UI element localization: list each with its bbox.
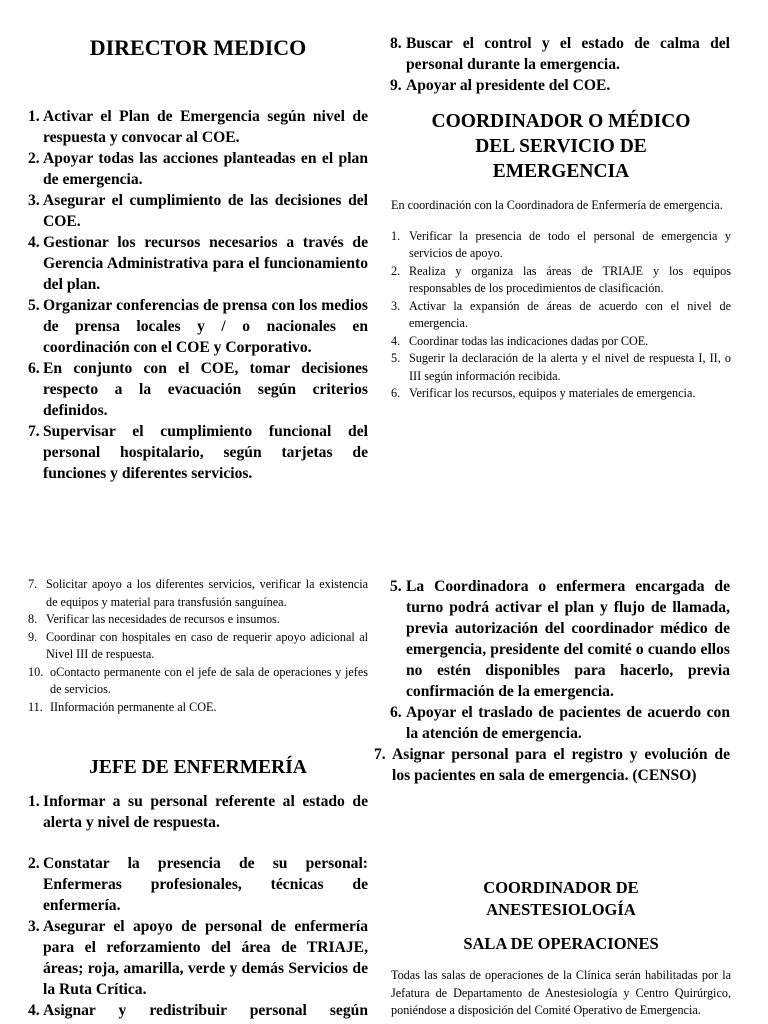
coordinador-intro: En coordinación con la Coordinadora de Enfermería de emergencia. bbox=[391, 198, 723, 212]
anestesiologia-subtitle: SALA DE OPERACIONES bbox=[463, 934, 659, 953]
anestesiologia-intro: Todas las salas de operaciones de la Clínica serán habilitadas por la Jefatura de Departamento de Anestesiología y Centro Quirúrgico, poniéndose a disposición del Comité Operativo de Emergencia. bbox=[391, 968, 731, 1017]
list-item: 5. Organizar conferencias de prensa con los medios de prensa locales y / o nacionales en coordinación con el COE y Corporativo. bbox=[28, 297, 368, 356]
list-item: 9. Coordinar con hospitales en caso de requerir apoyo adicional al Nivel III de respuesta. bbox=[28, 629, 368, 661]
coordinador-cont-list bbox=[28, 576, 368, 716]
list-item: 1. Informar a su personal referente al estado de alerta y nivel de respuesta. bbox=[28, 793, 368, 831]
coordinador-title: COORDINADOR O MÉDICO DEL SERVICIO DE EMERGENCIA bbox=[431, 111, 691, 182]
coordinador-section bbox=[391, 109, 731, 403]
list-item: 4. Asignar y redistribuir personal según bbox=[28, 1002, 368, 1019]
jefe-continued bbox=[374, 576, 730, 786]
list-item: 2. Realiza y organiza las áreas de TRIAJE y los equipos responsables de los procedimientos de clasificación. bbox=[391, 263, 731, 295]
list-item: 8. Verificar las necesidades de recursos e insumos. bbox=[28, 612, 280, 626]
list-item: 10. oContacto permanente con el jefe de sala de operaciones y jefes de servicios. bbox=[28, 664, 368, 696]
list-item: 6. En conjunto con el COE, tomar decisiones respecto a la evacuación según criterios definidos. bbox=[28, 360, 368, 419]
director-continued bbox=[390, 33, 730, 96]
list-item: 2. Apoyar todas las acciones planteadas en el plan de emergencia. bbox=[28, 150, 368, 188]
anestesiologia-title: COORDINADOR DE ANESTESIOLOGÍA bbox=[483, 878, 639, 919]
list-item: 1. Activar el Plan de Emergencia según nivel de respuesta y convocar al COE. bbox=[28, 108, 368, 146]
list-item: 6. Apoyar el traslado de pacientes de acuerdo con la atención de emergencia. bbox=[390, 704, 730, 742]
jefe-list bbox=[28, 791, 368, 1021]
list-item: 4. Coordinar todas las indicaciones dadas por COE. bbox=[391, 333, 649, 348]
list-item: 9. Apoyar al presidente del COE. bbox=[390, 77, 611, 94]
director-title: DIRECTOR MEDICO bbox=[89, 35, 307, 60]
director-cont-list bbox=[390, 33, 730, 96]
jefe-title: JEFE DE ENFERMERÍA bbox=[89, 757, 307, 778]
coordinador-continued bbox=[28, 576, 368, 716]
list-item: 5. La Coordinadora o enfermera encargada de turno podrá activar el plan y flujo de llamada, previa autorización del coordinador médico de emergencia, presidente del comité o cuando ellos no estén disponibles para hacerlo, previa confirmación de la emergencia. bbox=[390, 578, 730, 700]
list-item: 7. Supervisar el cumplimiento funcional del personal hospitalario, según tarjetas de funciones y diferentes servicios. bbox=[28, 423, 368, 482]
coordinador-list bbox=[391, 228, 731, 403]
list-item: 3. Activar la expansión de áreas de acuerdo con el nivel de emergencia. bbox=[391, 298, 731, 330]
list-item: 6. Verificar los recursos, equipos y materiales de emergencia. bbox=[391, 386, 696, 400]
jefe-cont-list bbox=[374, 576, 730, 786]
list-item: 3. Asegurar el cumplimiento de las decisiones del COE. bbox=[28, 192, 368, 230]
jefe-section bbox=[28, 755, 368, 1021]
list-item: 7. Solicitar apoyo a los diferentes servicios, verificar la existencia de equipos y material para transfusión sanguínea. bbox=[28, 577, 368, 609]
anestesiologia-section bbox=[391, 877, 731, 1020]
list-item: 8. Buscar el control y el estado de calma del personal durante la emergencia. bbox=[390, 35, 730, 73]
list-item: 3. Asegurar el apoyo de personal de enfermería para el reforzamiento del área de TRIAJE, áreas; roja, amarilla, verde y demás Servicios de la Ruta Crítica. bbox=[28, 918, 368, 998]
list-item: 5. Sugerir la declaración de la alerta y el nivel de respuesta I, II, o III según información recibida. bbox=[391, 351, 731, 383]
list-item: 4. Gestionar los recursos necesarios a través de Gerencia Administrativa para el funcionamiento del plan. bbox=[28, 234, 368, 293]
director-list bbox=[28, 106, 368, 484]
list-item: 11. IInformación permanente al COE. bbox=[28, 699, 217, 714]
list-item: 7. Asignar personal para el registro y evolución de los pacientes en sala de emergencia. (CENSO) bbox=[374, 746, 730, 784]
list-item: 1. Verificar la presencia de todo el personal de emergencia y servicios de apoyo. bbox=[391, 228, 731, 260]
list-item: 2. Constatar la presencia de su personal: Enfermeras profesionales, técnicas de enfermería. bbox=[28, 855, 368, 914]
director-section bbox=[28, 34, 368, 484]
